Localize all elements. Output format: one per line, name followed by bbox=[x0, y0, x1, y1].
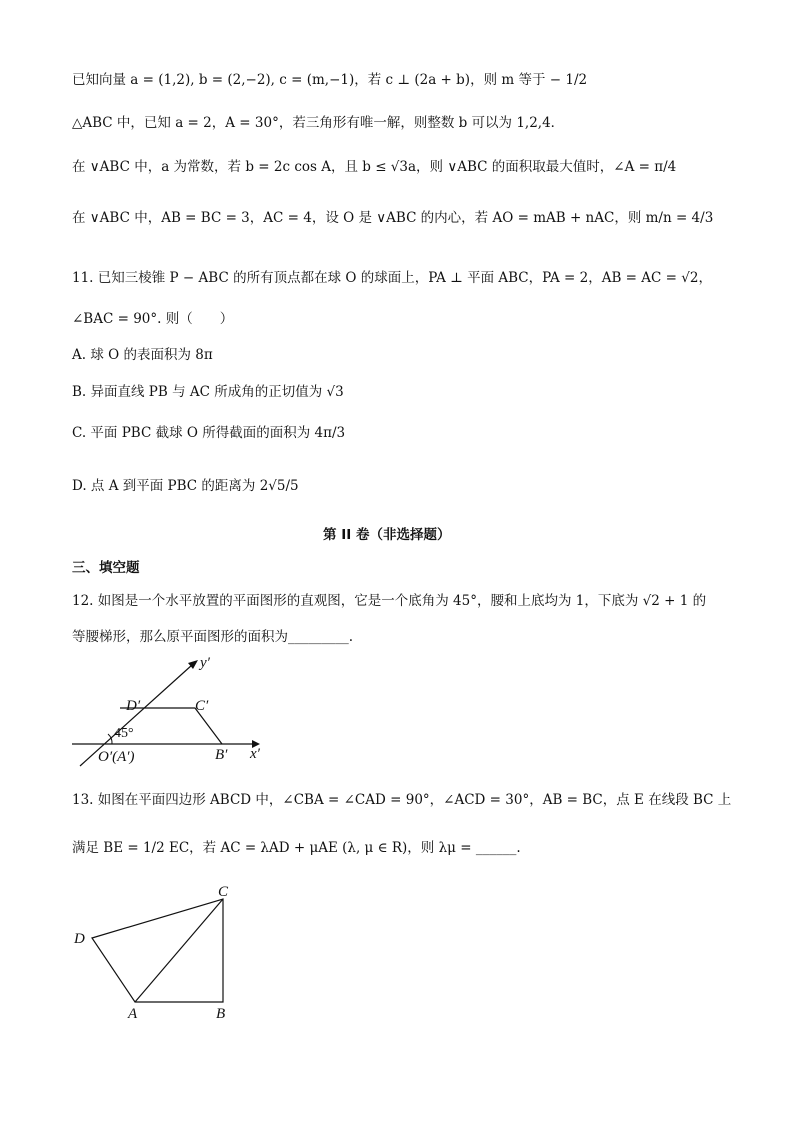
q13-line1: 13. 如图在平面四边形 ABCD 中，∠CBA = ∠CAD = 90°，∠ACD = 30°，AB = BC，点 E 在线段 BC 上 bbox=[72, 792, 732, 808]
q10-option-d bbox=[72, 208, 713, 228]
q10-option-b bbox=[72, 113, 564, 133]
point-a-label: A bbox=[128, 1006, 138, 1022]
q10-option-c bbox=[72, 157, 676, 177]
q11-stem-line1: 11. 已知三棱锥 P − ABC 的所有顶点都在球 O 的球面上，PA ⊥ 平面 ABC，PA = 2，AB = AC = √2， bbox=[72, 270, 712, 286]
q12-line2: 等腰梯形，那么原平面图形的面积为_________. bbox=[72, 629, 354, 645]
point-o-label: O′(A′) bbox=[98, 749, 135, 765]
option-text: 在 ∨ABC 中，AB = BC = 3，AC = 4，设 O 是 ∨ABC 的内心，若 AO = mAB + nAC，则 m/n = 4/3 bbox=[72, 210, 714, 226]
q11-option-a: A. 球 O 的表面积为 8π bbox=[72, 347, 213, 363]
point-d-label: D′ bbox=[126, 698, 141, 714]
q12-figure bbox=[60, 655, 270, 770]
point-c-label: C bbox=[218, 884, 229, 900]
option-text: △ABC 中，已知 a = 2，A = 30°，若三角形有唯一解，则整数 b 可以为 1,2,4． bbox=[72, 115, 565, 131]
q11-stem-line2: ∠BAC = 90°. 则（ ） bbox=[72, 311, 234, 327]
point-b-label: B′ bbox=[215, 747, 228, 763]
point-c-label: C′ bbox=[195, 698, 209, 714]
q13-line2: 满足 BE = 1/2 EC，若 AC = λAD + μAE (λ, μ ∈ R)，则 λμ = ______. bbox=[72, 840, 521, 856]
x-axis-label: x′ bbox=[250, 746, 260, 762]
q11-option-d: D. 点 A 到平面 PBC 的距离为 2√5/5 bbox=[72, 478, 299, 494]
q11-option-c: C. 平面 PBC 截球 O 所得截面的面积为 4π/3 bbox=[72, 425, 346, 441]
fill-section-title: 三、填空题 bbox=[72, 560, 140, 576]
part-title: 第 II 卷（非选择题） bbox=[323, 527, 451, 543]
q13-figure bbox=[60, 880, 250, 1025]
quadrilateral bbox=[92, 899, 223, 1002]
q12-line1: 12. 如图是一个水平放置的平面图形的直观图，它是一个底角为 45°，腰和上底均为 1，下底为 √2 + 1 的 bbox=[72, 593, 707, 609]
y-axis-line bbox=[80, 665, 192, 766]
diagonal-ac bbox=[135, 899, 223, 1002]
y-axis-label: y′ bbox=[200, 655, 210, 671]
option-text: 在 ∨ABC 中，a 为常数，若 b = 2c cos A，且 b ≤ √3a，则 ∨ABC 的面积取最大值时，∠A = π/4 bbox=[72, 159, 677, 175]
q11-option-b: B. 异面直线 PB 与 AC 所成角的正切值为 √3 bbox=[72, 384, 344, 400]
option-text: 已知向量 a = (1,2), b = (2,−2), c = (m,−1)，若 c ⊥ (2a + b)，则 m 等于 − 1/2 bbox=[72, 72, 588, 88]
point-d-label: D bbox=[74, 931, 85, 947]
q10-option-a bbox=[72, 70, 587, 90]
angle-label: 45° bbox=[114, 726, 134, 741]
point-b-label: B bbox=[216, 1006, 226, 1022]
